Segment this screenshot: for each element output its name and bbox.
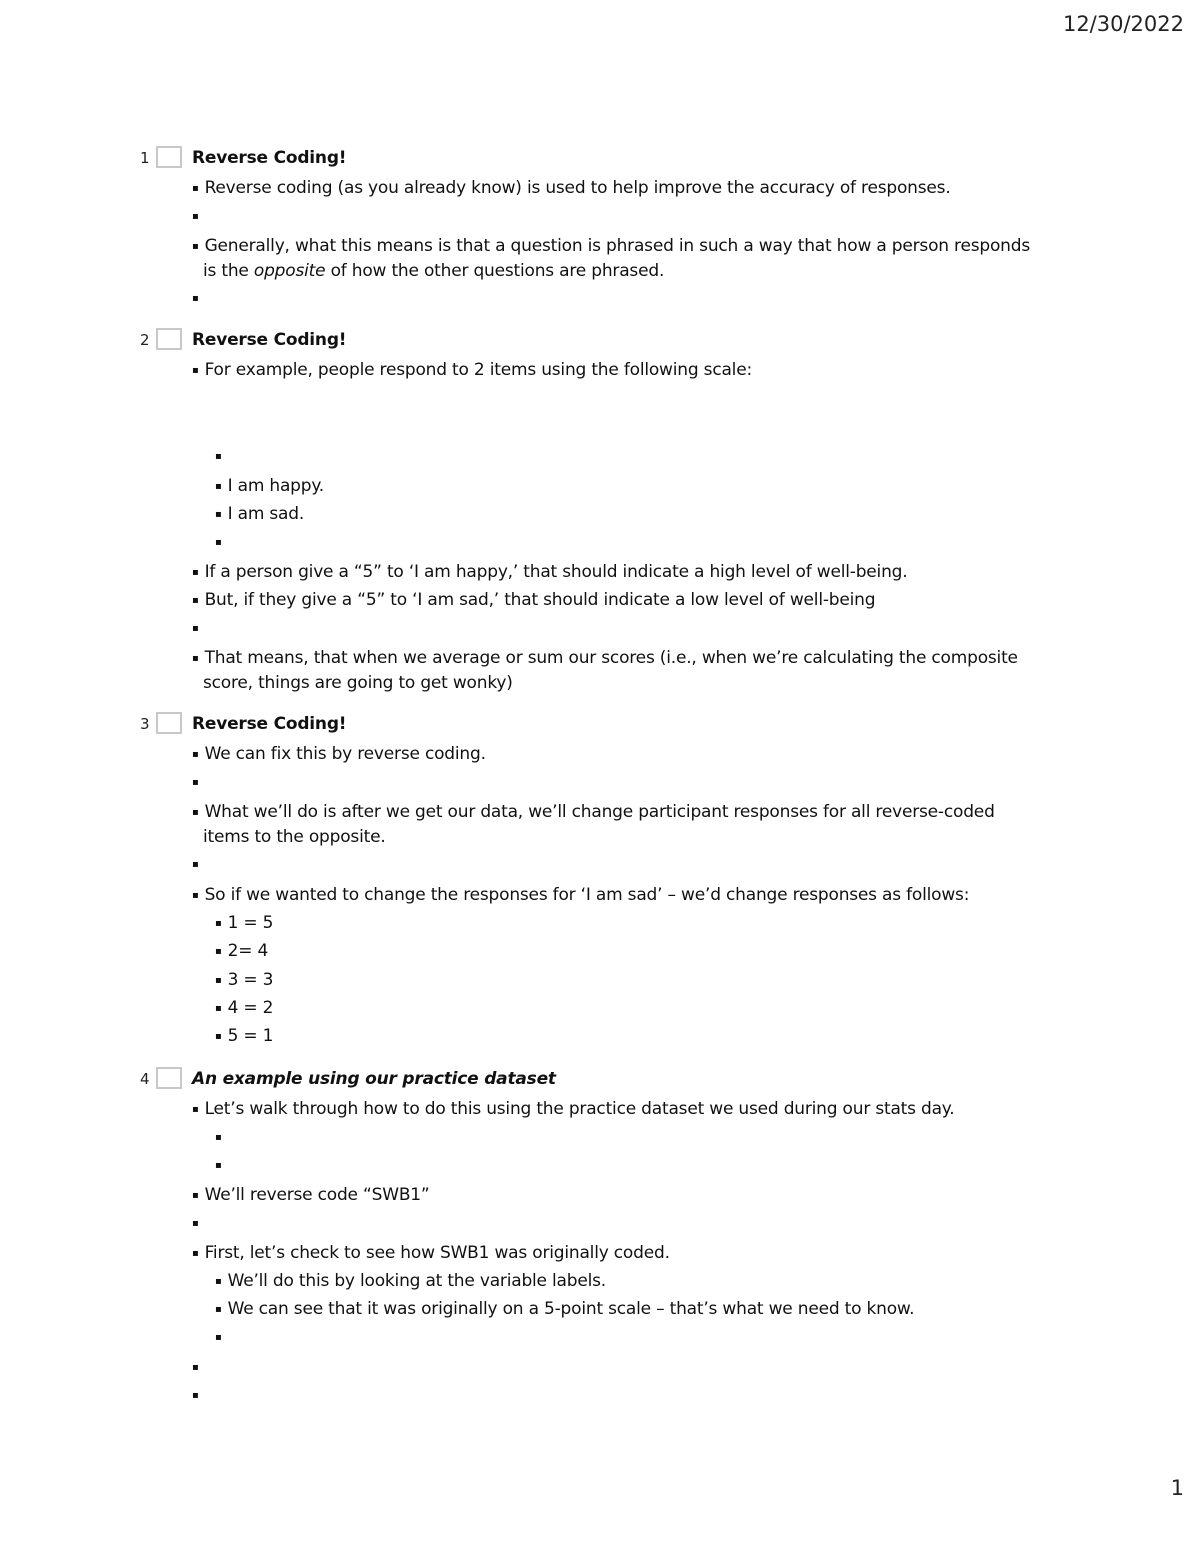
sub-bullet: ▪ We’ll do this by looking at the variable labels. bbox=[215, 1269, 606, 1296]
sub-bullet: ▪ 4 = 2 bbox=[215, 996, 273, 1023]
bullet: ▪ Let’s walk through how to do this using the practice dataset we used during our stats day. bbox=[192, 1097, 954, 1124]
bullet-continuation bbox=[203, 259, 664, 284]
bullet: ▪ So if we wanted to change the responses for ‘I am sad’ – we’d change responses as follows: bbox=[192, 883, 969, 910]
slide-thumbnail[interactable] bbox=[156, 146, 182, 168]
bullet-empty bbox=[192, 1383, 205, 1410]
bullet: ▪ For example, people respond to 2 items using the following scale: bbox=[192, 358, 752, 385]
bullet: ▪ We’ll reverse code “SWB1” bbox=[192, 1183, 430, 1210]
sub-bullet: ▪ I am sad. bbox=[215, 502, 304, 529]
emphasis: opposite bbox=[253, 261, 326, 281]
bullet-empty bbox=[192, 770, 205, 797]
text: is the bbox=[203, 261, 254, 281]
bullet: ▪ First, let’s check to see how SWB1 was originally coded. bbox=[192, 1241, 670, 1268]
bullet: ▪ If a person give a “5” to ‘I am happy,’ that should indicate a high level of well-being. bbox=[192, 560, 907, 587]
page-number: 1 bbox=[1170, 1476, 1184, 1500]
text: of how the other questions are phrased. bbox=[325, 261, 665, 281]
slide-title: Reverse Coding! bbox=[192, 148, 347, 168]
bullet-continuation: items to the opposite. bbox=[203, 827, 386, 847]
slide-number: 3 bbox=[140, 715, 150, 733]
slide-number: 2 bbox=[140, 331, 150, 349]
sub-bullet-empty bbox=[215, 1153, 228, 1180]
sub-bullet: ▪ We can see that it was originally on a 5-point scale – that’s what we need to know. bbox=[215, 1297, 914, 1324]
bullet: ▪ What we’ll do is after we get our data, we’ll change participant responses for all reverse-coded bbox=[192, 800, 995, 827]
slide-title: An example using our practice dataset bbox=[192, 1069, 556, 1089]
sub-bullet: ▪ 5 = 1 bbox=[215, 1024, 273, 1051]
bullet-empty bbox=[192, 1355, 205, 1382]
bullet-empty bbox=[192, 852, 205, 879]
slide-title: Reverse Coding! bbox=[192, 714, 347, 734]
bullet-continuation: score, things are going to get wonky) bbox=[203, 673, 513, 693]
bullet: ▪ We can fix this by reverse coding. bbox=[192, 742, 486, 769]
slide-title: Reverse Coding! bbox=[192, 330, 347, 350]
sub-bullet: ▪ 2= 4 bbox=[215, 939, 268, 966]
sub-bullet-empty bbox=[215, 444, 228, 471]
slide-number: 1 bbox=[140, 149, 150, 167]
bullet-empty bbox=[192, 286, 205, 313]
bullet: ▪ Reverse coding (as you already know) is used to help improve the accuracy of responses. bbox=[192, 176, 951, 203]
bullet-empty bbox=[192, 616, 205, 643]
slide-thumbnail[interactable] bbox=[156, 712, 182, 734]
sub-bullet-empty bbox=[215, 1125, 228, 1152]
sub-bullet: ▪ 1 = 5 bbox=[215, 911, 273, 938]
sub-bullet: ▪ I am happy. bbox=[215, 474, 324, 501]
bullet: ▪ That means, that when we average or sum our scores (i.e., when we’re calculating the composite bbox=[192, 646, 1018, 673]
slide-thumbnail[interactable] bbox=[156, 1067, 182, 1089]
sub-bullet-empty bbox=[215, 1325, 228, 1352]
bullet: ▪ But, if they give a “5” to ‘I am sad,’ that should indicate a low level of well-being bbox=[192, 588, 875, 615]
slide-number: 4 bbox=[140, 1070, 150, 1088]
bullet-empty bbox=[192, 1211, 205, 1238]
sub-bullet-empty bbox=[215, 530, 228, 557]
bullet: ▪ Generally, what this means is that a question is phrased in such a way that how a person responds bbox=[192, 234, 1030, 261]
slide-thumbnail[interactable] bbox=[156, 328, 182, 350]
header-date: 12/30/2022 bbox=[1062, 12, 1184, 36]
sub-bullet: ▪ 3 = 3 bbox=[215, 968, 273, 995]
bullet-empty bbox=[192, 204, 205, 231]
